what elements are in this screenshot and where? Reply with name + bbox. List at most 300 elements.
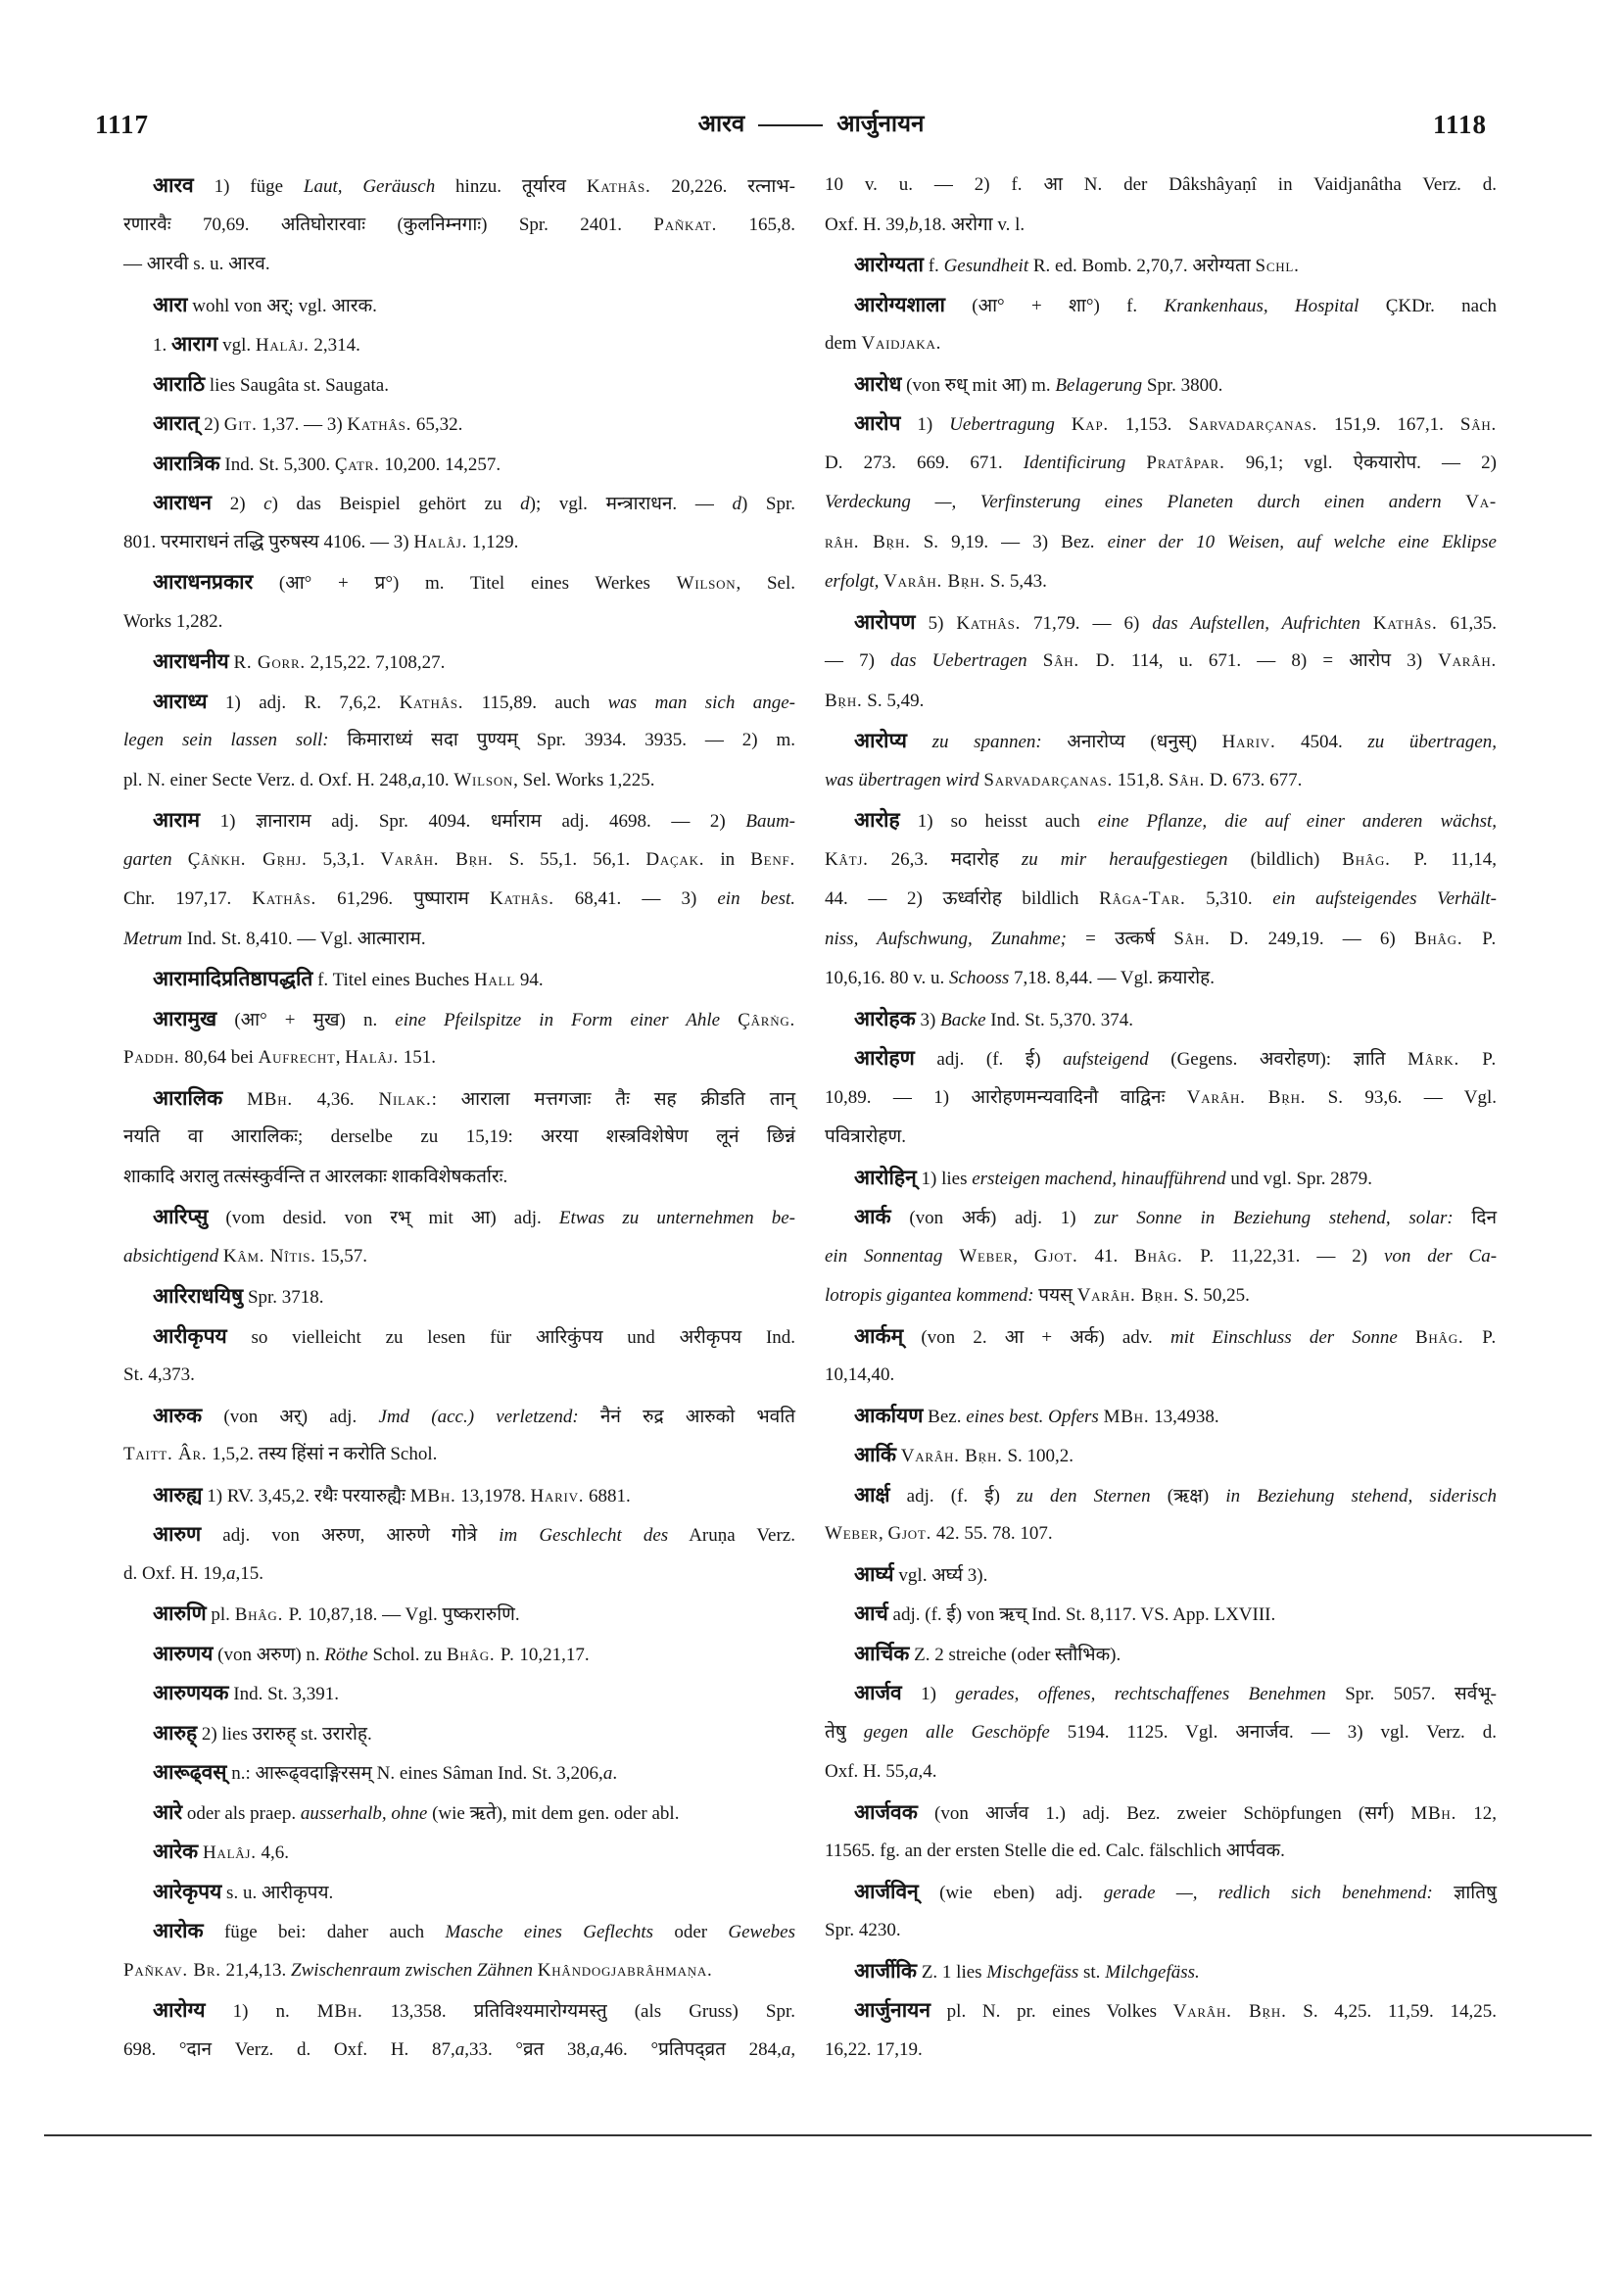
- text-run: 65,32.: [411, 414, 463, 435]
- devanagari-text: शाकादि अरालु तत्संस्कुर्वन्ति त आरलकाः शाकविशेषकर्तारः.: [123, 1166, 508, 1187]
- headword: आरोक: [153, 1919, 204, 1942]
- devanagari-text: क्रयारोह.: [1157, 968, 1216, 988]
- text-run: 70,69.: [170, 214, 281, 235]
- source-abbreviation: Varâh. Bṛh.: [900, 1446, 1003, 1466]
- devanagari-text: अनार्जव.: [1235, 1721, 1294, 1743]
- devanagari-text: आ° + शा°: [978, 295, 1094, 316]
- source-abbreviation: Halâj.: [413, 531, 468, 552]
- entry-line: [123, 959, 795, 999]
- devanagari-text: ई: [984, 1485, 994, 1507]
- text-run: S. 4,25. 11,59. 14,25.: [1286, 2001, 1497, 2022]
- dictionary-entry: [825, 245, 1497, 285]
- text-run: [1165, 1087, 1186, 1108]
- text-run: N. eines Sâman Ind. St. 3,206,: [371, 1763, 603, 1784]
- italic-gloss: Laut, Geräusch: [303, 176, 436, 197]
- entry-line: [123, 1356, 795, 1396]
- text-run: 13,4938.: [1149, 1406, 1219, 1427]
- text-run: 114, u. 671. — 8) =: [1115, 650, 1350, 671]
- text-run: (: [216, 1009, 241, 1030]
- devanagari-text: अरोगा: [950, 214, 993, 235]
- source-abbreviation: Varâh.: [1438, 650, 1498, 671]
- text-run: 80,64 bei: [179, 1047, 259, 1068]
- source-abbreviation: Aufrecht: [258, 1047, 336, 1068]
- source-abbreviation: Çatr.: [334, 454, 380, 475]
- headword: आरोहिन्: [854, 1165, 917, 1189]
- source-abbreviation: Bhâg. P.: [1413, 928, 1497, 949]
- italic-gloss: a: [226, 1562, 236, 1584]
- entry-line: [825, 483, 1497, 523]
- text-run: , Sel.: [736, 573, 795, 594]
- text-run: Spr. 5057.: [1325, 1684, 1455, 1704]
- text-run: Ind. St. 5,370. 374.: [985, 1009, 1133, 1030]
- italic-gloss: absichtigend: [123, 1245, 219, 1267]
- text-run: s. u.: [188, 254, 229, 274]
- dictionary-entry: [825, 1951, 1497, 1991]
- headword: आर्क: [854, 1205, 891, 1228]
- devanagari-text: आरक.: [331, 295, 377, 316]
- entry-line: [123, 1634, 795, 1674]
- text-run: oder: [653, 1922, 729, 1942]
- text-run: (wie: [427, 1802, 470, 1824]
- devanagari-text: अर्क: [1070, 1326, 1099, 1348]
- dictionary-entry: [123, 959, 795, 999]
- text-run: [1027, 650, 1043, 671]
- text-run: — 3) vgl. Verz. d.: [1293, 1721, 1498, 1743]
- running-head: [0, 105, 1622, 144]
- text-run: ,18.: [918, 214, 951, 235]
- italic-gloss: d: [732, 494, 741, 514]
- text-run: (von: [917, 1802, 986, 1824]
- text-run: [222, 1089, 247, 1110]
- source-abbreviation: Sâh. D.: [1173, 928, 1250, 949]
- text-run: ) n.: [295, 1644, 325, 1665]
- italic-gloss: a: [909, 1761, 919, 1782]
- entry-line: [825, 642, 1497, 682]
- italic-gloss: eine Pfeilspitze in Form einer Ahle: [395, 1009, 721, 1030]
- headword: आरालिक: [153, 1085, 223, 1110]
- entry-line: [123, 364, 795, 405]
- devanagari-text: °व्रत: [515, 2038, 545, 2060]
- dictionary-entry: [123, 1078, 795, 1198]
- text-run: (wie eben) adj.: [918, 1882, 1104, 1903]
- text-run: [1042, 732, 1068, 752]
- text-run: 94.: [515, 970, 544, 990]
- text-run: lies Saugâta st. Saugata.: [205, 374, 389, 396]
- text-run: (als Gruss) Spr.: [606, 2001, 796, 2022]
- italic-gloss: ein aufsteigendes Verhält-: [1272, 888, 1497, 909]
- dictionary-entry: [825, 1316, 1497, 1396]
- source-abbreviation: Kathâs.: [956, 612, 1022, 634]
- devanagari-text: दिन: [1471, 1208, 1498, 1228]
- text-run: —: [677, 494, 733, 514]
- entry-line: [123, 1197, 795, 1237]
- italic-gloss: von der Ca-: [1383, 1245, 1498, 1267]
- source-abbreviation: Pratâpar.: [1146, 452, 1225, 473]
- headword: आरामादिप्रतिष्ठापद्धति: [153, 967, 313, 990]
- entry-line: [825, 1514, 1497, 1555]
- entry-line: [825, 324, 1497, 364]
- text-run: 1,129.: [467, 531, 519, 552]
- entry-line: [825, 364, 1497, 405]
- text-run: [1360, 613, 1373, 634]
- text-run: 151,9. 167,1.: [1316, 414, 1460, 435]
- source-abbreviation: Gjot.: [887, 1523, 932, 1544]
- devanagari-text: ऐकयारोप.: [1353, 452, 1421, 473]
- source-abbreviation: Wilson: [676, 573, 737, 594]
- source-abbreviation: MBh.: [247, 1088, 293, 1110]
- dictionary-entry: [123, 1872, 795, 1912]
- dictionary-entry: [123, 1793, 795, 1833]
- devanagari-text: पयस्: [1038, 1285, 1073, 1306]
- entry-line: [825, 959, 1497, 999]
- headword: आर्कम्: [854, 1323, 904, 1348]
- text-run: 1): [200, 811, 257, 832]
- headword: आर्कायण: [854, 1403, 924, 1427]
- source-abbreviation: R. Gorr.: [233, 652, 306, 673]
- text-run: dem: [825, 333, 862, 354]
- entry-line: [123, 245, 795, 285]
- source-abbreviation: Varâh. Bṛh.: [1172, 2001, 1287, 2022]
- text-run: adj. Spr. 4094.: [310, 811, 491, 832]
- devanagari-text: आ: [1043, 174, 1063, 195]
- source-abbreviation: Kathâs.: [347, 414, 412, 435]
- dictionary-entry: [123, 1634, 795, 1674]
- italic-gloss: a: [781, 2038, 791, 2060]
- devanagari-text: तेषु: [825, 1721, 846, 1743]
- devanagari-text: आरोप: [1349, 650, 1392, 671]
- text-run: hinzu.: [435, 176, 522, 197]
- text-run: 4106. — 3): [318, 531, 414, 552]
- text-run: d. Oxf. H. 19,: [123, 1562, 227, 1584]
- source-abbreviation: Varâh. Bṛh.: [1076, 1285, 1179, 1306]
- running-head-first-word: आरव: [697, 112, 745, 137]
- text-run: pl.: [206, 1604, 235, 1625]
- italic-gloss: ersteigen machend, hinaufführend: [972, 1168, 1226, 1189]
- devanagari-text: अवरोहण: [1259, 1049, 1320, 1070]
- italic-gloss: Röthe: [324, 1644, 368, 1665]
- text-run: st.: [1078, 1961, 1106, 1983]
- dictionary-entry: [123, 1197, 795, 1276]
- text-run: D. 273. 669. 671.: [825, 452, 1024, 473]
- text-run: 5,310.: [1185, 888, 1273, 909]
- entry-line: [123, 1951, 795, 1991]
- entry-line: [825, 444, 1497, 484]
- devanagari-text: अर्क: [961, 1208, 990, 1228]
- entry-line: [825, 1673, 1497, 1713]
- headword: आरात्रिक: [153, 451, 220, 475]
- text-run: 2,314.: [309, 335, 360, 356]
- entry-line: [825, 682, 1497, 722]
- text-run: 151,8.: [1112, 769, 1169, 790]
- entry-line: [825, 404, 1497, 444]
- dictionary-entry: [825, 1872, 1497, 1951]
- text-run: :: [431, 1088, 461, 1110]
- text-run: ) adv.: [1098, 1326, 1170, 1348]
- dictionary-entry: [825, 1793, 1497, 1872]
- text-run: , Sel. Works 1,225.: [513, 769, 655, 790]
- text-run: 151.: [399, 1047, 436, 1068]
- text-run: ÇKDr. nach: [1359, 295, 1498, 316]
- text-run: 38,: [544, 2038, 591, 2060]
- headword: आर्जविन्: [854, 1879, 919, 1903]
- entry-line: [123, 404, 795, 444]
- devanagari-text: आर्जव: [985, 1802, 1029, 1824]
- text-run: adj. (f.: [889, 1485, 985, 1507]
- source-abbreviation: Bhâg. P.: [234, 1604, 304, 1625]
- dictionary-entry: [123, 1276, 795, 1316]
- italic-gloss: was übertragen wird: [825, 769, 979, 790]
- text-run: Spr. 2401.: [487, 214, 654, 235]
- entry-line: [123, 920, 795, 960]
- text-run: Chr. 197,17.: [123, 888, 253, 909]
- dictionary-entry: [123, 1475, 795, 1515]
- text-run: Ind. St. 3,391.: [228, 1684, 339, 1704]
- text-run: Ind. St. 8,117. VS. App. LXVIII.: [1026, 1604, 1276, 1625]
- devanagari-text: नैनं रुद्र आरुको भवति: [599, 1406, 796, 1427]
- devanagari-text: आ° + प्र°: [285, 573, 393, 594]
- text-run: 3): [915, 1009, 941, 1030]
- text-run: 20,226.: [650, 176, 748, 197]
- source-abbreviation: Çâṅkh. Gṛhj.: [187, 848, 308, 870]
- text-run: [846, 1722, 864, 1743]
- text-run: S. 50,25.: [1178, 1285, 1250, 1306]
- source-abbreviation: Halâj.: [202, 1842, 257, 1863]
- devanagari-text: आरिकुंपय: [536, 1326, 603, 1348]
- source-abbreviation: Sâh. D.: [1042, 650, 1116, 671]
- text-run: und vgl. Spr. 2879.: [1225, 1168, 1373, 1189]
- headword: आरव: [153, 173, 194, 197]
- entry-line: [825, 1435, 1497, 1475]
- source-abbreviation: Çârṅg.: [738, 1009, 796, 1030]
- italic-gloss: gerade —, redlich sich benehmend:: [1103, 1882, 1433, 1903]
- italic-gloss: Milchgefäss.: [1105, 1961, 1200, 1983]
- devanagari-text: प्रतिविश्यमारोग्यमस्तु: [473, 2001, 607, 2022]
- dictionary-entry: [123, 1990, 795, 2070]
- source-abbreviation: râh. Bṛh.: [825, 531, 911, 552]
- source-abbreviation: Daçak.: [645, 848, 705, 870]
- text-run: 2) lies: [197, 1723, 253, 1745]
- text-run: pl. N. einer Secte Verz. d. Oxf. H. 248,: [123, 769, 412, 790]
- text-run: [1386, 1049, 1408, 1070]
- entry-line: [123, 1832, 795, 1872]
- text-run: adj. (f.: [887, 1604, 947, 1625]
- devanagari-text: ज्ञाति: [1353, 1049, 1386, 1070]
- entry-line: [123, 1038, 795, 1078]
- headword: आरात्: [153, 411, 200, 435]
- text-run: 71,79. — 6): [1021, 612, 1153, 634]
- source-abbreviation: Varâh. Bṛh.: [883, 571, 986, 592]
- entry-line: [825, 166, 1497, 206]
- text-run: [907, 732, 932, 752]
- text-run: ) von: [955, 1604, 1000, 1625]
- text-run: 1): [900, 414, 950, 435]
- entry-line: [123, 1514, 795, 1555]
- text-run: D. 673. 677.: [1205, 769, 1303, 790]
- source-abbreviation: Kâm. Nîtis.: [222, 1245, 316, 1267]
- dictionary-entry: [825, 166, 1497, 245]
- italic-gloss: Verdeckung —, Verfinsterung eines Planeten durch einen andern: [825, 492, 1442, 512]
- text-run: mit: [410, 1208, 471, 1228]
- source-abbreviation: Sâh.: [1168, 769, 1206, 790]
- text-run: ,: [1013, 1245, 1034, 1267]
- entry-line: [123, 1872, 795, 1912]
- devanagari-text: आ: [470, 1208, 491, 1228]
- devanagari-text: आर्पवक.: [1225, 1841, 1285, 1861]
- headword: आरोग्यता: [854, 253, 924, 276]
- text-run: 61,296.: [316, 888, 414, 909]
- text-run: Ind. St. 8,410. — Vgl.: [182, 928, 358, 949]
- devanagari-text: आ° + मुख: [240, 1009, 340, 1030]
- text-run: [172, 849, 188, 870]
- text-run: 3): [1391, 650, 1439, 671]
- text-run: ,4.: [918, 1761, 937, 1782]
- source-abbreviation: Halâj.: [255, 335, 310, 356]
- entry-line: [825, 1555, 1497, 1595]
- source-abbreviation: Paddh.: [123, 1047, 180, 1068]
- text-run: ): [1387, 1802, 1411, 1824]
- italic-gloss: ein best.: [717, 888, 796, 909]
- source-abbreviation: Wilson: [453, 769, 514, 790]
- italic-gloss: Masche eines Geflechts: [445, 1922, 654, 1942]
- entry-line: [123, 1475, 795, 1515]
- italic-gloss: Belagerung: [1055, 374, 1143, 396]
- text-run: 10,6,16. 80 v. u.: [825, 968, 950, 988]
- headword: आरुणयक: [153, 1681, 229, 1704]
- text-run: (von: [901, 374, 945, 396]
- text-run: Ind. St. 5,300.: [219, 454, 335, 475]
- dictionary-entry: [123, 166, 795, 285]
- text-run: Spr. 3718.: [243, 1287, 324, 1308]
- text-run: ).: [1110, 1644, 1121, 1665]
- entry-line: [123, 562, 795, 602]
- devanagari-text: पुष्पाराम: [413, 888, 469, 909]
- italic-gloss: d: [520, 494, 530, 514]
- headword: आर्च: [854, 1602, 888, 1625]
- devanagari-text: अतिघोरारवाः (कुलनिम्नगाः): [280, 214, 488, 235]
- text-run: 1) lies: [916, 1168, 973, 1189]
- text-run: ; vgl.: [288, 295, 332, 316]
- devanagari-text: ऊर्ध्वारोह: [942, 888, 1002, 909]
- source-abbreviation: MBh.: [1410, 1802, 1457, 1824]
- devanagari-text: सर्ग: [1364, 1802, 1388, 1824]
- source-abbreviation: Git.: [223, 414, 258, 435]
- source-abbreviation: Weber: [959, 1245, 1014, 1267]
- text-run: ,46.: [599, 2038, 651, 2060]
- text-run: ,: [359, 1525, 387, 1546]
- italic-gloss: c: [263, 494, 272, 514]
- italic-gloss: ein Sonnentag: [825, 1245, 943, 1267]
- dictionary-entry: [123, 444, 795, 484]
- source-abbreviation: Vaidjaka.: [861, 333, 942, 354]
- text-run: 96,1; vgl.: [1224, 452, 1354, 473]
- dictionary-entry: [123, 1673, 795, 1713]
- text-run: Works 1,282.: [123, 610, 223, 632]
- devanagari-text: रत्नाभ-: [747, 176, 795, 197]
- text-run: 5194. 1125. Vgl.: [1049, 1721, 1236, 1743]
- headword: आरिप्सु: [153, 1205, 209, 1228]
- headword: आरोग्य: [153, 1998, 206, 2022]
- text-run: (von 2.: [903, 1326, 1005, 1348]
- source-abbreviation: Nilak.: [378, 1088, 432, 1110]
- italic-gloss: eines best. Opfers: [966, 1406, 1099, 1427]
- text-run: 1) so heisst auch: [899, 811, 1098, 832]
- entry-line: [123, 1237, 795, 1277]
- entry-line: [825, 1078, 1497, 1119]
- devanagari-text: ई: [946, 1604, 956, 1625]
- text-run: [1398, 1327, 1415, 1348]
- text-run: Oxf. H. 39,: [825, 214, 910, 235]
- entry-line: [825, 1990, 1497, 2031]
- text-run: ):: [1319, 1049, 1354, 1070]
- source-abbreviation: Kâtj.: [825, 848, 869, 870]
- source-abbreviation: Bhâg. P.: [1134, 1245, 1215, 1267]
- entry-line: [825, 206, 1497, 246]
- text-run: 10,14,40.: [825, 1364, 895, 1385]
- text-run: ) Spr.: [740, 494, 796, 514]
- dictionary-entry: [825, 1475, 1497, 1555]
- text-run: ): [993, 1485, 1018, 1507]
- text-run: 6881.: [584, 1485, 631, 1507]
- text-run: 1) RV. 3,45,2.: [202, 1485, 314, 1507]
- text-run: (: [253, 573, 286, 594]
- text-run: 15,57.: [315, 1245, 367, 1267]
- dictionary-entry: [825, 1435, 1497, 1475]
- italic-gloss: Gewebes: [728, 1922, 795, 1942]
- devanagari-text: आरीकृपय.: [261, 1882, 334, 1903]
- entry-line: [123, 166, 795, 206]
- entry-line: [123, 1158, 795, 1198]
- text-run: Z. 2 streiche (oder: [909, 1644, 1056, 1665]
- entry-line: [825, 761, 1497, 801]
- text-run: 4,36.: [292, 1088, 379, 1110]
- text-run: 13,1978.: [455, 1485, 531, 1507]
- entry-line: [825, 1793, 1497, 1833]
- devanagari-text: आ: [1004, 1326, 1025, 1348]
- entry-line: [123, 682, 795, 722]
- text-run: 7,18. 8,44. — Vgl.: [1009, 968, 1158, 988]
- entry-line: [825, 1872, 1497, 1912]
- headword: आरोग्यशाला: [854, 292, 945, 316]
- text-run: (Gegens.: [1148, 1049, 1260, 1070]
- devanagari-text: आराला मत्तगजाः तैः सह क्रीडति तान्: [460, 1088, 795, 1110]
- devanagari-text: अरुण: [320, 1525, 360, 1546]
- text-run: =: [1067, 928, 1116, 949]
- entry-line: [123, 1594, 795, 1634]
- italic-gloss: garten: [123, 848, 172, 870]
- source-abbreviation: Hall: [474, 970, 516, 990]
- entry-line: [825, 523, 1497, 563]
- entry-line: [123, 285, 795, 325]
- text-run: (von: [202, 1406, 280, 1427]
- text-run: S. 5,49.: [862, 690, 925, 711]
- italic-gloss: a: [602, 1763, 613, 1784]
- source-abbreviation: Kathâs.: [586, 176, 651, 197]
- headword: आरुह्: [153, 1720, 198, 1745]
- italic-gloss: Backe: [940, 1009, 986, 1030]
- italic-gloss: legen sein lassen soll:: [123, 730, 329, 750]
- devanagari-text: आरूढ्वदाङ्गिरसम्: [255, 1763, 372, 1784]
- text-run: st.: [296, 1723, 323, 1745]
- headword: आर्जवक: [854, 1799, 918, 1824]
- italic-gloss: ausserhalb, ohne: [300, 1802, 428, 1824]
- text-run: 10,200. 14,257.: [379, 454, 501, 475]
- entry-line: [825, 920, 1497, 960]
- italic-gloss: b: [909, 214, 919, 235]
- italic-gloss: niss, Aufschwung, Zunahme;: [825, 928, 1067, 949]
- source-abbreviation: Va-: [1465, 492, 1497, 512]
- text-run: [1433, 1883, 1454, 1903]
- text-run: [1155, 929, 1173, 949]
